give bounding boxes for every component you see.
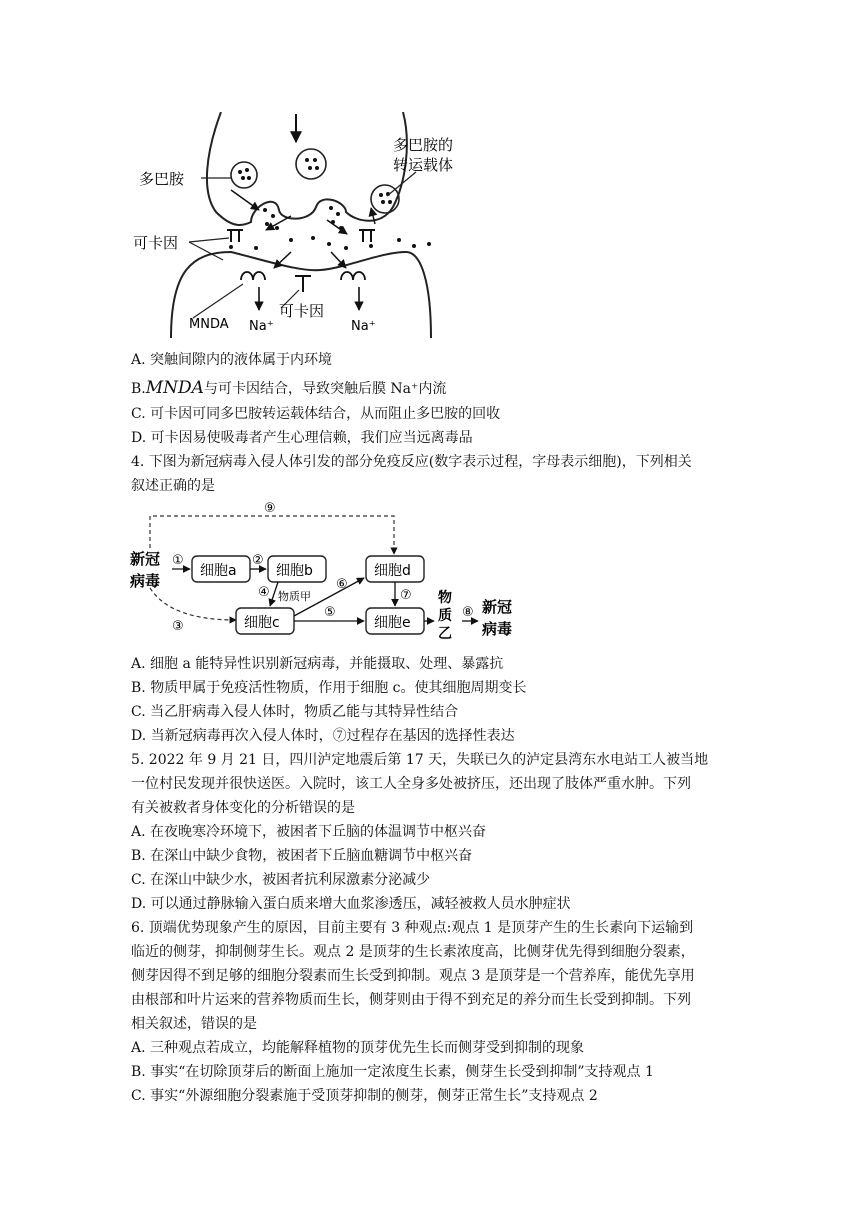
step-2: ② [252,553,264,568]
q3-option-b-prefix: B. [131,381,146,397]
q5-stem-line-3: 有关被救者身体变化的分析错误的是 [131,800,355,816]
label-transporter-1: 多巴胺的 [393,136,454,154]
q6-option-c: C. 事实“外源细胞分裂素施于受顶芽抑制的侧芽，侧芽正常生长”支持观点 2 [131,1088,598,1104]
step-5: ⑤ [324,605,336,620]
q6-stem-line-2: 临近的侧芽，抑制侧芽生长。观点 2 是顶芽的生长素浓度高，比侧芽优先得到细胞分裂素， [131,944,695,960]
q3-option-b-rest: 与可卡因结合，导致突触后膜 Na⁺内流 [203,381,447,397]
step-6: ⑥ [336,577,348,592]
q6-option-b: B. 事实“在切除顶芽后的断面上施加一定浓度生长素，侧芽生长受到抑制”支持观点 1 [131,1064,654,1080]
q6-stem-line-5: 相关叙述，错误的是 [131,1016,257,1032]
q5-option-b: B. 在深山中缺少食物，被困者下丘脑血糖调节中枢兴奋 [131,848,473,864]
virus-bottom: 病毒 [130,572,161,590]
step-1: ① [172,553,184,568]
q3-option-a: A. 突触间隙内的液体属于内环境 [131,352,333,368]
substance-yi-3: 乙 [438,626,452,642]
virus2-top: 新冠 [482,598,513,616]
q5-option-c: C. 在深山中缺少水，被困者抗利尿激素分泌减少 [131,872,431,888]
cell-d-label: 细胞d [374,563,411,579]
q4-stem-line-1: 4. 下图为新冠病毒入侵人体引发的部分免疫反应(数字表示过程，字母表示细胞)，下列相关 [131,454,692,470]
label-cocaine-bottom: 可卡因 [279,302,325,320]
q4-option-b: B. 物质甲属于免疫活性物质，作用于细胞 c。使其细胞周期变长 [131,680,527,696]
q3-option-d: D. 可卡因易使吸毒者产生心理信赖，我们应当远离毒品 [131,430,473,446]
q4-option-a: A. 细胞 a 能特异性识别新冠病毒，并能摄取、处理、暴露抗 [131,656,504,672]
substance-yi-1: 物 [438,590,452,606]
label-cocaine-left: 可卡因 [133,234,179,252]
cell-b-label: 细胞b [276,563,313,579]
step-4: ④ [258,585,270,600]
cell-a-label: 细胞a [200,563,237,579]
q6-option-a: A. 三种观点若成立，均能解释植物的顶芽优先生长而侧芽受到抑制的现象 [131,1040,585,1056]
cell-c-label: 细胞c [244,615,280,631]
label-na-2: Na⁺ [351,319,376,334]
q6-stem-line-4: 由根部和叶片运来的营养物质而生长，侧芽则由于得不到充足的养分而生长受到抑制。下列 [131,992,691,1008]
q4-option-c: C. 当乙肝病毒入侵人体时，物质乙能与其特异性结合 [131,704,459,720]
step-9: ⑨ [264,501,276,516]
label-transporter-2: 转运载体 [393,156,454,174]
step-7: ⑦ [400,588,412,603]
label-na-1: Na⁺ [249,319,274,334]
step-3: ③ [172,619,184,634]
q3-option-c: C. 可卡因可同多巴胺转运载体结合，从而阻止多巴胺的回收 [131,406,501,422]
immune-flowchart [128,496,528,646]
q5-option-d: D. 可以通过静脉输入蛋白质来增大血浆渗透压，减轻被救人员水肿症状 [131,896,571,912]
label-mnda: MNDA [189,317,229,332]
synapse-diagram [131,112,491,340]
q4-stem-line-2: 叙述正确的是 [131,478,215,494]
substance-yi-2: 质 [438,608,452,624]
q6-stem-line-3: 侧芽因得不到足够的细胞分裂素而生长受到抑制。观点 3 是顶芽是一个营养库，能优先享用 [131,968,695,984]
virus-top: 新冠 [130,550,161,568]
step-8: ⑧ [462,605,474,620]
substance-jia: 物质甲 [278,590,311,603]
q3-option-b-italic: MNDA [145,378,204,398]
q5-stem-line-1: 5. 2022 年 9 月 21 日，四川泸定地震后第 17 天，失联已久的泸定县湾东水电站工人被当地 [131,752,709,768]
q5-stem-line-2: 一位村民发现并很快送医。入院时，该工人全身多处被挤压，还出现了肢体严重水肿。下列 [131,776,691,792]
q5-option-a: A. 在夜晚寒冷环境下，被困者下丘脑的体温调节中枢兴奋 [131,824,487,840]
q4-option-d: D. 当新冠病毒再次入侵人体时，⑦过程存在基因的选择性表达 [131,728,515,744]
cell-e-label: 细胞e [374,615,411,631]
virus2-bottom: 病毒 [482,620,513,638]
q3-option-b [131,378,446,399]
label-dopamine: 多巴胺 [139,170,185,188]
q6-stem-line-1: 6. 顶端优势现象产生的原因，目前主要有 3 种观点:观点 1 是顶芽产生的生长素向下运输到 [131,920,694,936]
